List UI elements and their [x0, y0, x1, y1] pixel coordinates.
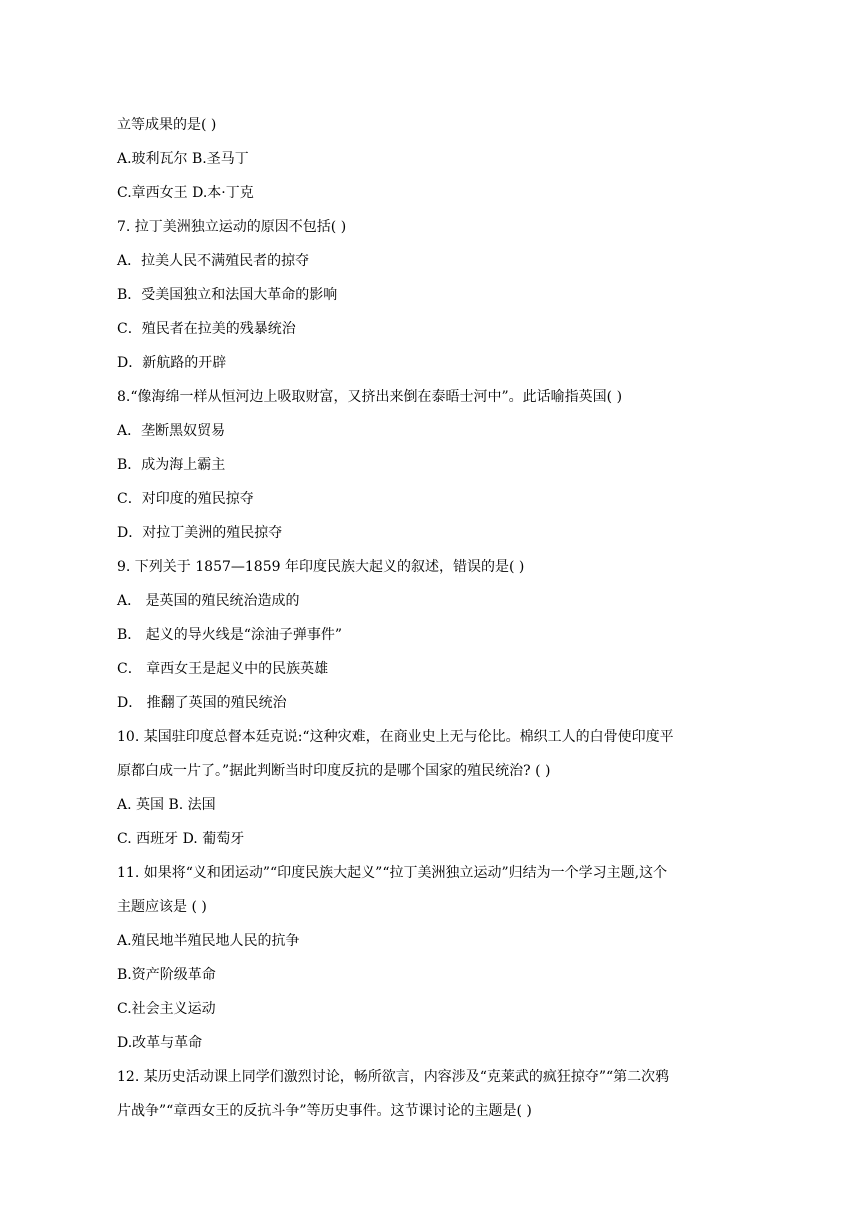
q9-option-b: B． 起义的导火线是“涂油子弹事件”: [117, 627, 343, 643]
q9-option-a: A． 是英国的殖民统治造成的: [117, 593, 300, 609]
q12-stem-line1: 12. 某历史活动课上同学们激烈讨论，畅所欲言，内容涉及“克莱武的疯狂掠夺”“第二次鸦: [117, 1069, 670, 1085]
q11-stem-line2: 主题应该是 ( ): [117, 899, 207, 915]
q9-option-d: D． 推翻了英国的殖民统治: [117, 695, 287, 711]
q10-options-ab: A. 英国 B. 法国: [117, 797, 216, 813]
q8-option-d: D．对拉丁美洲的殖民掠夺: [117, 525, 283, 541]
q12-stem-line2: 片战争”“章西女王的反抗斗争”等历史事件。这节课讨论的主题是( ): [117, 1103, 532, 1119]
q7-option-d: D．新航路的开辟: [117, 355, 227, 371]
q11-stem-line1: 11. 如果将“义和团运动”“印度民族大起义”“拉丁美洲独立运动”归结为一个学习主题,这个: [117, 865, 668, 881]
q10-stem-line1: 10. 某国驻印度总督本廷克说:“这种灾难，在商业史上无与伦比。棉织工人的白骨使印度平: [117, 729, 674, 745]
q10-stem-line2: 原都白成一片了。”据此判断当时印度反抗的是哪个国家的殖民统治? ( ): [117, 763, 551, 779]
q7-stem: 7. 拉丁美洲独立运动的原因不包括( ): [117, 219, 347, 235]
q9-option-c: C． 章西女王是起义中的民族英雄: [117, 661, 329, 677]
q7-option-a: A．拉美人民不满殖民者的掠夺: [117, 253, 310, 269]
q9-stem: 9. 下列关于 1857—1859 年印度民族大起义的叙述，错误的是( ): [117, 559, 525, 575]
q11-option-b: B.资产阶级革命: [117, 967, 216, 983]
q8-option-b: B．成为海上霸主: [117, 457, 226, 473]
q7-option-c: C．殖民者在拉美的残暴统治: [117, 321, 296, 337]
document-page: [117, 108, 743, 1128]
q6-options-ab: A.玻利瓦尔 B.圣马丁: [117, 151, 249, 167]
q6-options-cd: C.章西女王 D.本·丁克: [117, 185, 254, 201]
q11-option-a: A.殖民地半殖民地人民的抗争: [117, 933, 300, 949]
q8-option-c: C．对印度的殖民掠夺: [117, 491, 254, 507]
q11-option-c: C.社会主义运动: [117, 1001, 216, 1017]
q10-options-cd: C. 西班牙 D. 葡萄牙: [117, 831, 245, 847]
q8-option-a: A．垄断黑奴贸易: [117, 423, 226, 439]
q11-option-d: D.改革与革命: [117, 1035, 203, 1051]
q7-option-b: B．受美国独立和法国大革命的影响: [117, 287, 338, 303]
q6-stem-continuation: 立等成果的是( ): [117, 117, 217, 133]
q8-stem: 8.“像海绵一样从恒河边上吸取财富，又挤出来倒在泰晤士河中”。此话喻指英国( ): [117, 389, 623, 405]
